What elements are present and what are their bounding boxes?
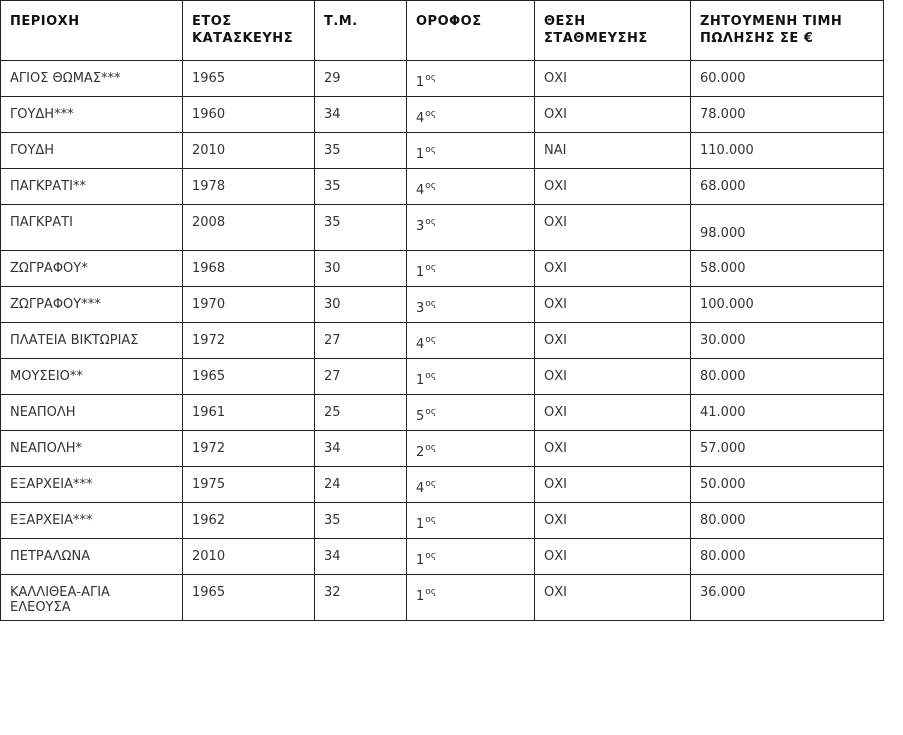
floor-ordinal-suffix: ος	[425, 479, 437, 489]
cell-price	[691, 205, 884, 251]
cell-price	[691, 251, 884, 287]
floor-number: 3	[416, 219, 425, 234]
cell-price	[691, 467, 884, 503]
floor-number: 1	[416, 265, 425, 280]
price-value: 57.000	[700, 441, 746, 456]
cell-parking: ΟΧΙ	[535, 287, 691, 323]
cell-sqm: 35	[315, 205, 407, 251]
header-area: ΠΕΡΙΟΧΗ	[1, 1, 183, 61]
cell-sqm: 34	[315, 539, 407, 575]
cell-price	[691, 431, 884, 467]
cell-sqm: 30	[315, 287, 407, 323]
cell-floor	[407, 467, 535, 503]
cell-area: ΕΞΑΡΧΕΙΑ***	[1, 467, 183, 503]
cell-floor	[407, 61, 535, 97]
cell-sqm: 27	[315, 323, 407, 359]
cell-sqm: 29	[315, 61, 407, 97]
table-row	[1, 133, 884, 169]
table-row	[1, 287, 884, 323]
floor-ordinal-suffix: ος	[425, 515, 437, 525]
cell-parking: ΟΧΙ	[535, 467, 691, 503]
floor-number: 4	[416, 481, 425, 496]
cell-parking: ΟΧΙ	[535, 251, 691, 287]
cell-year: 1978	[183, 169, 315, 205]
floor-number: 5	[416, 409, 425, 424]
cell-price	[691, 169, 884, 205]
floor-number: 1	[416, 75, 425, 90]
floor-ordinal-suffix: ος	[425, 551, 437, 561]
price-value: 60.000	[700, 71, 746, 86]
cell-parking: ΟΧΙ	[535, 169, 691, 205]
floor-ordinal-suffix: ος	[425, 217, 437, 227]
cell-area: ΠΑΓΚΡΑΤΙ**	[1, 169, 183, 205]
cell-sqm: 25	[315, 395, 407, 431]
cell-area: ΝΕΑΠΟΛΗ*	[1, 431, 183, 467]
cell-area: ΚΑΛΛΙΘΕΑ-ΑΓΙΑ ΕΛΕΟΥΣΑ	[1, 575, 183, 621]
header-price: ΖΗΤΟΥΜΕΝΗ ΤΙΜΗ ΠΩΛΗΣΗΣ ΣΕ €	[691, 1, 884, 61]
table-row	[1, 169, 884, 205]
cell-price	[691, 359, 884, 395]
cell-year: 1968	[183, 251, 315, 287]
table-row	[1, 97, 884, 133]
floor-ordinal-suffix: ος	[425, 443, 437, 453]
table-body	[1, 61, 884, 621]
price-value: 58.000	[700, 261, 746, 276]
price-value: 68.000	[700, 179, 746, 194]
cell-area: ΑΓΙΟΣ ΘΩΜΑΣ***	[1, 61, 183, 97]
floor-ordinal-suffix: ος	[425, 145, 437, 155]
cell-price	[691, 287, 884, 323]
floor-number: 1	[416, 147, 425, 162]
table-row	[1, 61, 884, 97]
table-row	[1, 395, 884, 431]
cell-floor	[407, 323, 535, 359]
floor-number: 1	[416, 589, 425, 604]
table-row	[1, 323, 884, 359]
price-value: 110.000	[700, 143, 754, 158]
cell-parking: ΟΧΙ	[535, 539, 691, 575]
floor-number: 4	[416, 337, 425, 352]
floor-ordinal-suffix: ος	[425, 335, 437, 345]
cell-sqm: 24	[315, 467, 407, 503]
header-floor: ΟΡΟΦΟΣ	[407, 1, 535, 61]
table-row	[1, 205, 884, 251]
price-value: 36.000	[700, 585, 746, 600]
cell-sqm: 35	[315, 503, 407, 539]
cell-floor	[407, 169, 535, 205]
floor-ordinal-suffix: ος	[425, 73, 437, 83]
cell-floor	[407, 97, 535, 133]
cell-sqm: 27	[315, 359, 407, 395]
table-row	[1, 359, 884, 395]
floor-number: 1	[416, 517, 425, 532]
floor-number: 4	[416, 183, 425, 198]
cell-area: ΜΟΥΣΕΙΟ**	[1, 359, 183, 395]
cell-area: ΠΕΤΡΑΛΩΝΑ	[1, 539, 183, 575]
cell-area: ΖΩΓΡΑΦΟΥ*	[1, 251, 183, 287]
cell-year: 2008	[183, 205, 315, 251]
cell-price	[691, 539, 884, 575]
cell-floor	[407, 205, 535, 251]
table-row	[1, 539, 884, 575]
cell-floor	[407, 395, 535, 431]
cell-area: ΝΕΑΠΟΛΗ	[1, 395, 183, 431]
cell-floor	[407, 287, 535, 323]
cell-parking: ΟΧΙ	[535, 395, 691, 431]
floor-ordinal-suffix: ος	[425, 299, 437, 309]
cell-floor	[407, 431, 535, 467]
price-value: 100.000	[700, 297, 754, 312]
cell-year: 1965	[183, 61, 315, 97]
cell-parking: ΟΧΙ	[535, 323, 691, 359]
cell-parking: ΟΧΙ	[535, 61, 691, 97]
floor-ordinal-suffix: ος	[425, 109, 437, 119]
cell-year: 2010	[183, 133, 315, 169]
floor-number: 3	[416, 301, 425, 316]
cell-area: ΖΩΓΡΑΦΟΥ***	[1, 287, 183, 323]
cell-floor	[407, 133, 535, 169]
price-value: 50.000	[700, 477, 746, 492]
cell-sqm: 35	[315, 169, 407, 205]
cell-year: 1972	[183, 323, 315, 359]
cell-area: ΓΟΥΔΗ	[1, 133, 183, 169]
price-value: 41.000	[700, 405, 746, 420]
cell-floor	[407, 539, 535, 575]
cell-year: 1962	[183, 503, 315, 539]
cell-year: 1965	[183, 575, 315, 621]
header-sqm: Τ.Μ.	[315, 1, 407, 61]
cell-parking: ΟΧΙ	[535, 431, 691, 467]
cell-floor	[407, 359, 535, 395]
cell-sqm: 34	[315, 431, 407, 467]
cell-year: 1960	[183, 97, 315, 133]
cell-parking: ΟΧΙ	[535, 359, 691, 395]
cell-price	[691, 61, 884, 97]
table-row	[1, 431, 884, 467]
cell-parking: ΟΧΙ	[535, 205, 691, 251]
cell-area: ΓΟΥΔΗ***	[1, 97, 183, 133]
floor-ordinal-suffix: ος	[425, 407, 437, 417]
cell-price	[691, 323, 884, 359]
floor-ordinal-suffix: ος	[425, 371, 437, 381]
cell-sqm: 35	[315, 133, 407, 169]
cell-parking: ΟΧΙ	[535, 97, 691, 133]
cell-floor	[407, 251, 535, 287]
cell-area: ΠΛΑΤΕΙΑ ΒΙΚΤΩΡΙΑΣ	[1, 323, 183, 359]
cell-floor	[407, 575, 535, 621]
price-value: 80.000	[700, 369, 746, 384]
table-row	[1, 467, 884, 503]
cell-floor	[407, 503, 535, 539]
floor-number: 2	[416, 445, 425, 460]
floor-number: 1	[416, 373, 425, 388]
cell-year: 2010	[183, 539, 315, 575]
price-value: 80.000	[700, 549, 746, 564]
cell-year: 1972	[183, 431, 315, 467]
cell-price	[691, 395, 884, 431]
floor-number: 4	[416, 111, 425, 126]
cell-parking: ΟΧΙ	[535, 503, 691, 539]
cell-price	[691, 133, 884, 169]
table-row	[1, 575, 884, 621]
cell-sqm: 30	[315, 251, 407, 287]
floor-ordinal-suffix: ος	[425, 263, 437, 273]
table-row	[1, 251, 884, 287]
cell-price	[691, 503, 884, 539]
header-year: ΕΤΟΣ ΚΑΤΑΣΚΕΥΗΣ	[183, 1, 315, 61]
table-row	[1, 503, 884, 539]
cell-area: ΕΞΑΡΧΕΙΑ***	[1, 503, 183, 539]
cell-year: 1970	[183, 287, 315, 323]
header-parking: ΘΕΣΗ ΣΤΑΘΜΕΥΣΗΣ	[535, 1, 691, 61]
cell-price	[691, 575, 884, 621]
price-value: 30.000	[700, 333, 746, 348]
header-row	[1, 1, 884, 61]
floor-ordinal-suffix: ος	[425, 587, 437, 597]
floor-ordinal-suffix: ος	[425, 181, 437, 191]
cell-sqm: 32	[315, 575, 407, 621]
cell-area: ΠΑΓΚΡΑΤΙ	[1, 205, 183, 251]
price-value: 98.000	[700, 226, 746, 241]
cell-year: 1965	[183, 359, 315, 395]
cell-parking: ΝΑΙ	[535, 133, 691, 169]
cell-price	[691, 97, 884, 133]
cell-year: 1975	[183, 467, 315, 503]
cell-year: 1961	[183, 395, 315, 431]
cell-parking: ΟΧΙ	[535, 575, 691, 621]
price-value: 80.000	[700, 513, 746, 528]
floor-number: 1	[416, 553, 425, 568]
cell-sqm: 34	[315, 97, 407, 133]
price-value: 78.000	[700, 107, 746, 122]
